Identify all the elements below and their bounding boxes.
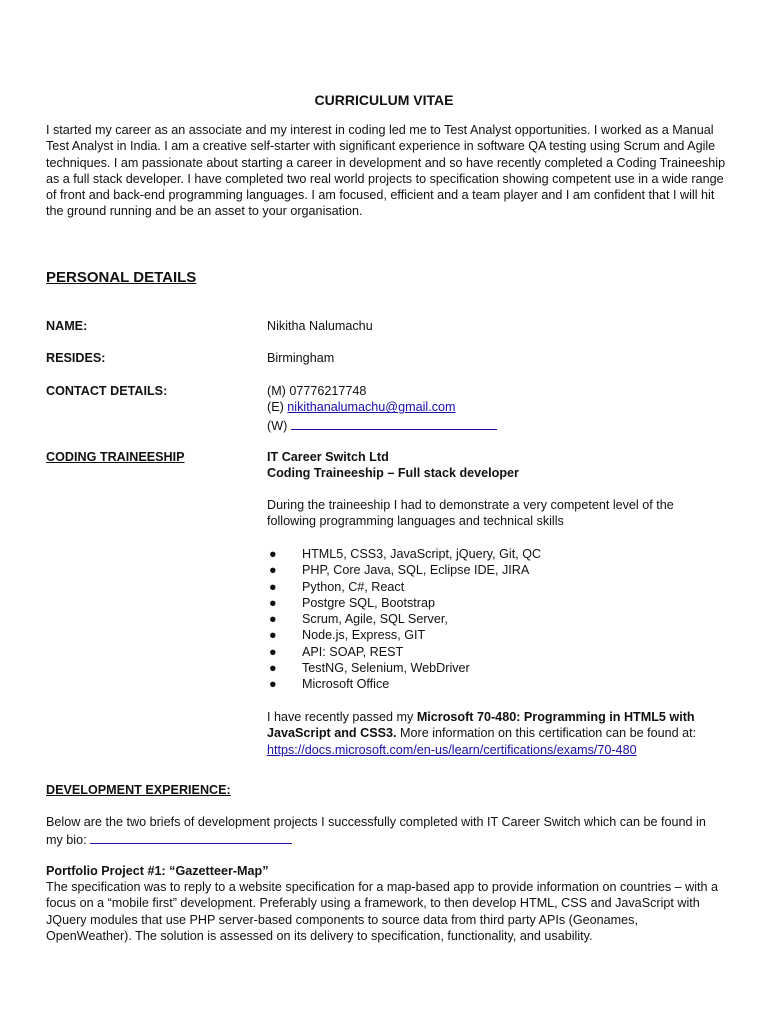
resides-value: Birmingham bbox=[267, 351, 335, 365]
project1-description: The specification was to reply to a website specification for a map-based app to provide information on countries – with a focus on a “mobile first” development. Preferably using a framework, to then develop HTML, CSS and JavaScript with JQuery modules that use PHP server-based components to source data from third party APIs (Geonames, OpenWeather). The solution is assessed on its delivery to specification, functionality, and usability. bbox=[46, 880, 719, 943]
name-label: NAME: bbox=[46, 319, 88, 333]
intro-paragraph: I started my career as an associate and my interest in coding led me to Test Analyst opportunities. I worked as a Manual Test Analyst in India. I am a creative self-starter with significant experience in software QA testing using Scrum and Agile techniques. I am passionate about starting a career in development and so have recently completed a Coding Traineeship as a full stack developer. I have completed two real world projects to specification showing competent use in a wide range of front and back-end programming languages. I am focused, efficient and a team player and I am confident that I will hit the ground running and be an asset to your organisation. bbox=[46, 123, 726, 219]
development-heading: DEVELOPMENT EXPERIENCE: bbox=[46, 783, 231, 797]
page-title: CURRICULUM VITAE bbox=[314, 92, 454, 108]
traineeship-description: During the traineeship I had to demonstrate a very competent level of the following programming languages and technical skills bbox=[267, 498, 674, 529]
list-item: ● TestNG, Selenium, WebDriver bbox=[269, 661, 470, 676]
cert-url-link[interactable]: https://docs.microsoft.com/en-us/learn/certifications/exams/70-480 bbox=[267, 742, 637, 757]
development-intro: Below are the two briefs of development projects I successfully completed with IT Career Switch which can be found in my bio: bbox=[46, 815, 706, 848]
email-link[interactable]: nikithanalumachu@gmail.com bbox=[287, 400, 456, 415]
bullet-icon: ● bbox=[269, 612, 277, 627]
web-link-blank[interactable] bbox=[291, 416, 497, 430]
project1-title: Portfolio Project #1: “Gazetteer-Map” bbox=[46, 864, 269, 878]
traineeship-label: CODING TRAINEESHIP bbox=[46, 450, 185, 464]
list-item: ● Python, C#, React bbox=[269, 579, 405, 594]
list-item: ● Node.js, Express, GIT bbox=[269, 628, 426, 643]
mobile-prefix: (M) bbox=[267, 384, 286, 398]
mobile-number: 07776217748 bbox=[289, 384, 367, 398]
list-item: ● HTML5, CSS3, JavaScript, jQuery, Git, QC bbox=[269, 547, 542, 561]
list-item: ● Microsoft Office bbox=[269, 677, 390, 692]
cert-post-text: More information on this certification can be found at: bbox=[400, 726, 697, 741]
skills-list bbox=[267, 546, 717, 693]
personal-details-heading: PERSONAL DETAILS bbox=[46, 269, 197, 286]
bullet-icon: ● bbox=[269, 628, 277, 643]
traineeship-company: IT Career Switch Ltd bbox=[267, 450, 389, 464]
list-item: ● Postgre SQL, Bootstrap bbox=[269, 595, 436, 610]
email-line bbox=[267, 399, 497, 415]
cert-name: Microsoft 70-480: Programming in HTML5 with JavaScript and CSS3. bbox=[267, 710, 695, 741]
bullet-icon: ● bbox=[269, 644, 277, 659]
list-item: ● API: SOAP, REST bbox=[269, 644, 404, 659]
email-prefix: (E) bbox=[267, 400, 284, 415]
web-prefix: (W) bbox=[267, 418, 288, 433]
traineeship-role: Coding Traineeship – Full stack developer bbox=[267, 466, 519, 480]
list-item: ● PHP, Core Java, SQL, Eclipse IDE, JIRA bbox=[269, 563, 530, 578]
resides-label: RESIDES: bbox=[46, 351, 106, 365]
bullet-icon: ● bbox=[269, 579, 277, 594]
bullet-icon: ● bbox=[269, 547, 277, 561]
bullet-icon: ● bbox=[269, 563, 277, 578]
name-value: Nikitha Nalumachu bbox=[267, 319, 373, 333]
bullet-icon: ● bbox=[269, 595, 277, 610]
mobile-line bbox=[267, 383, 497, 399]
contact-label: CONTACT DETAILS: bbox=[46, 384, 168, 398]
bullet-icon: ● bbox=[269, 677, 277, 692]
bullet-icon: ● bbox=[269, 661, 277, 676]
cert-pre-text: I have recently passed my bbox=[267, 710, 414, 724]
contact-details bbox=[267, 383, 497, 434]
web-line bbox=[267, 416, 497, 434]
certification-paragraph bbox=[267, 709, 722, 758]
list-item: ● Scrum, Agile, SQL Server, bbox=[269, 612, 448, 627]
bio-link-blank[interactable] bbox=[90, 830, 292, 844]
